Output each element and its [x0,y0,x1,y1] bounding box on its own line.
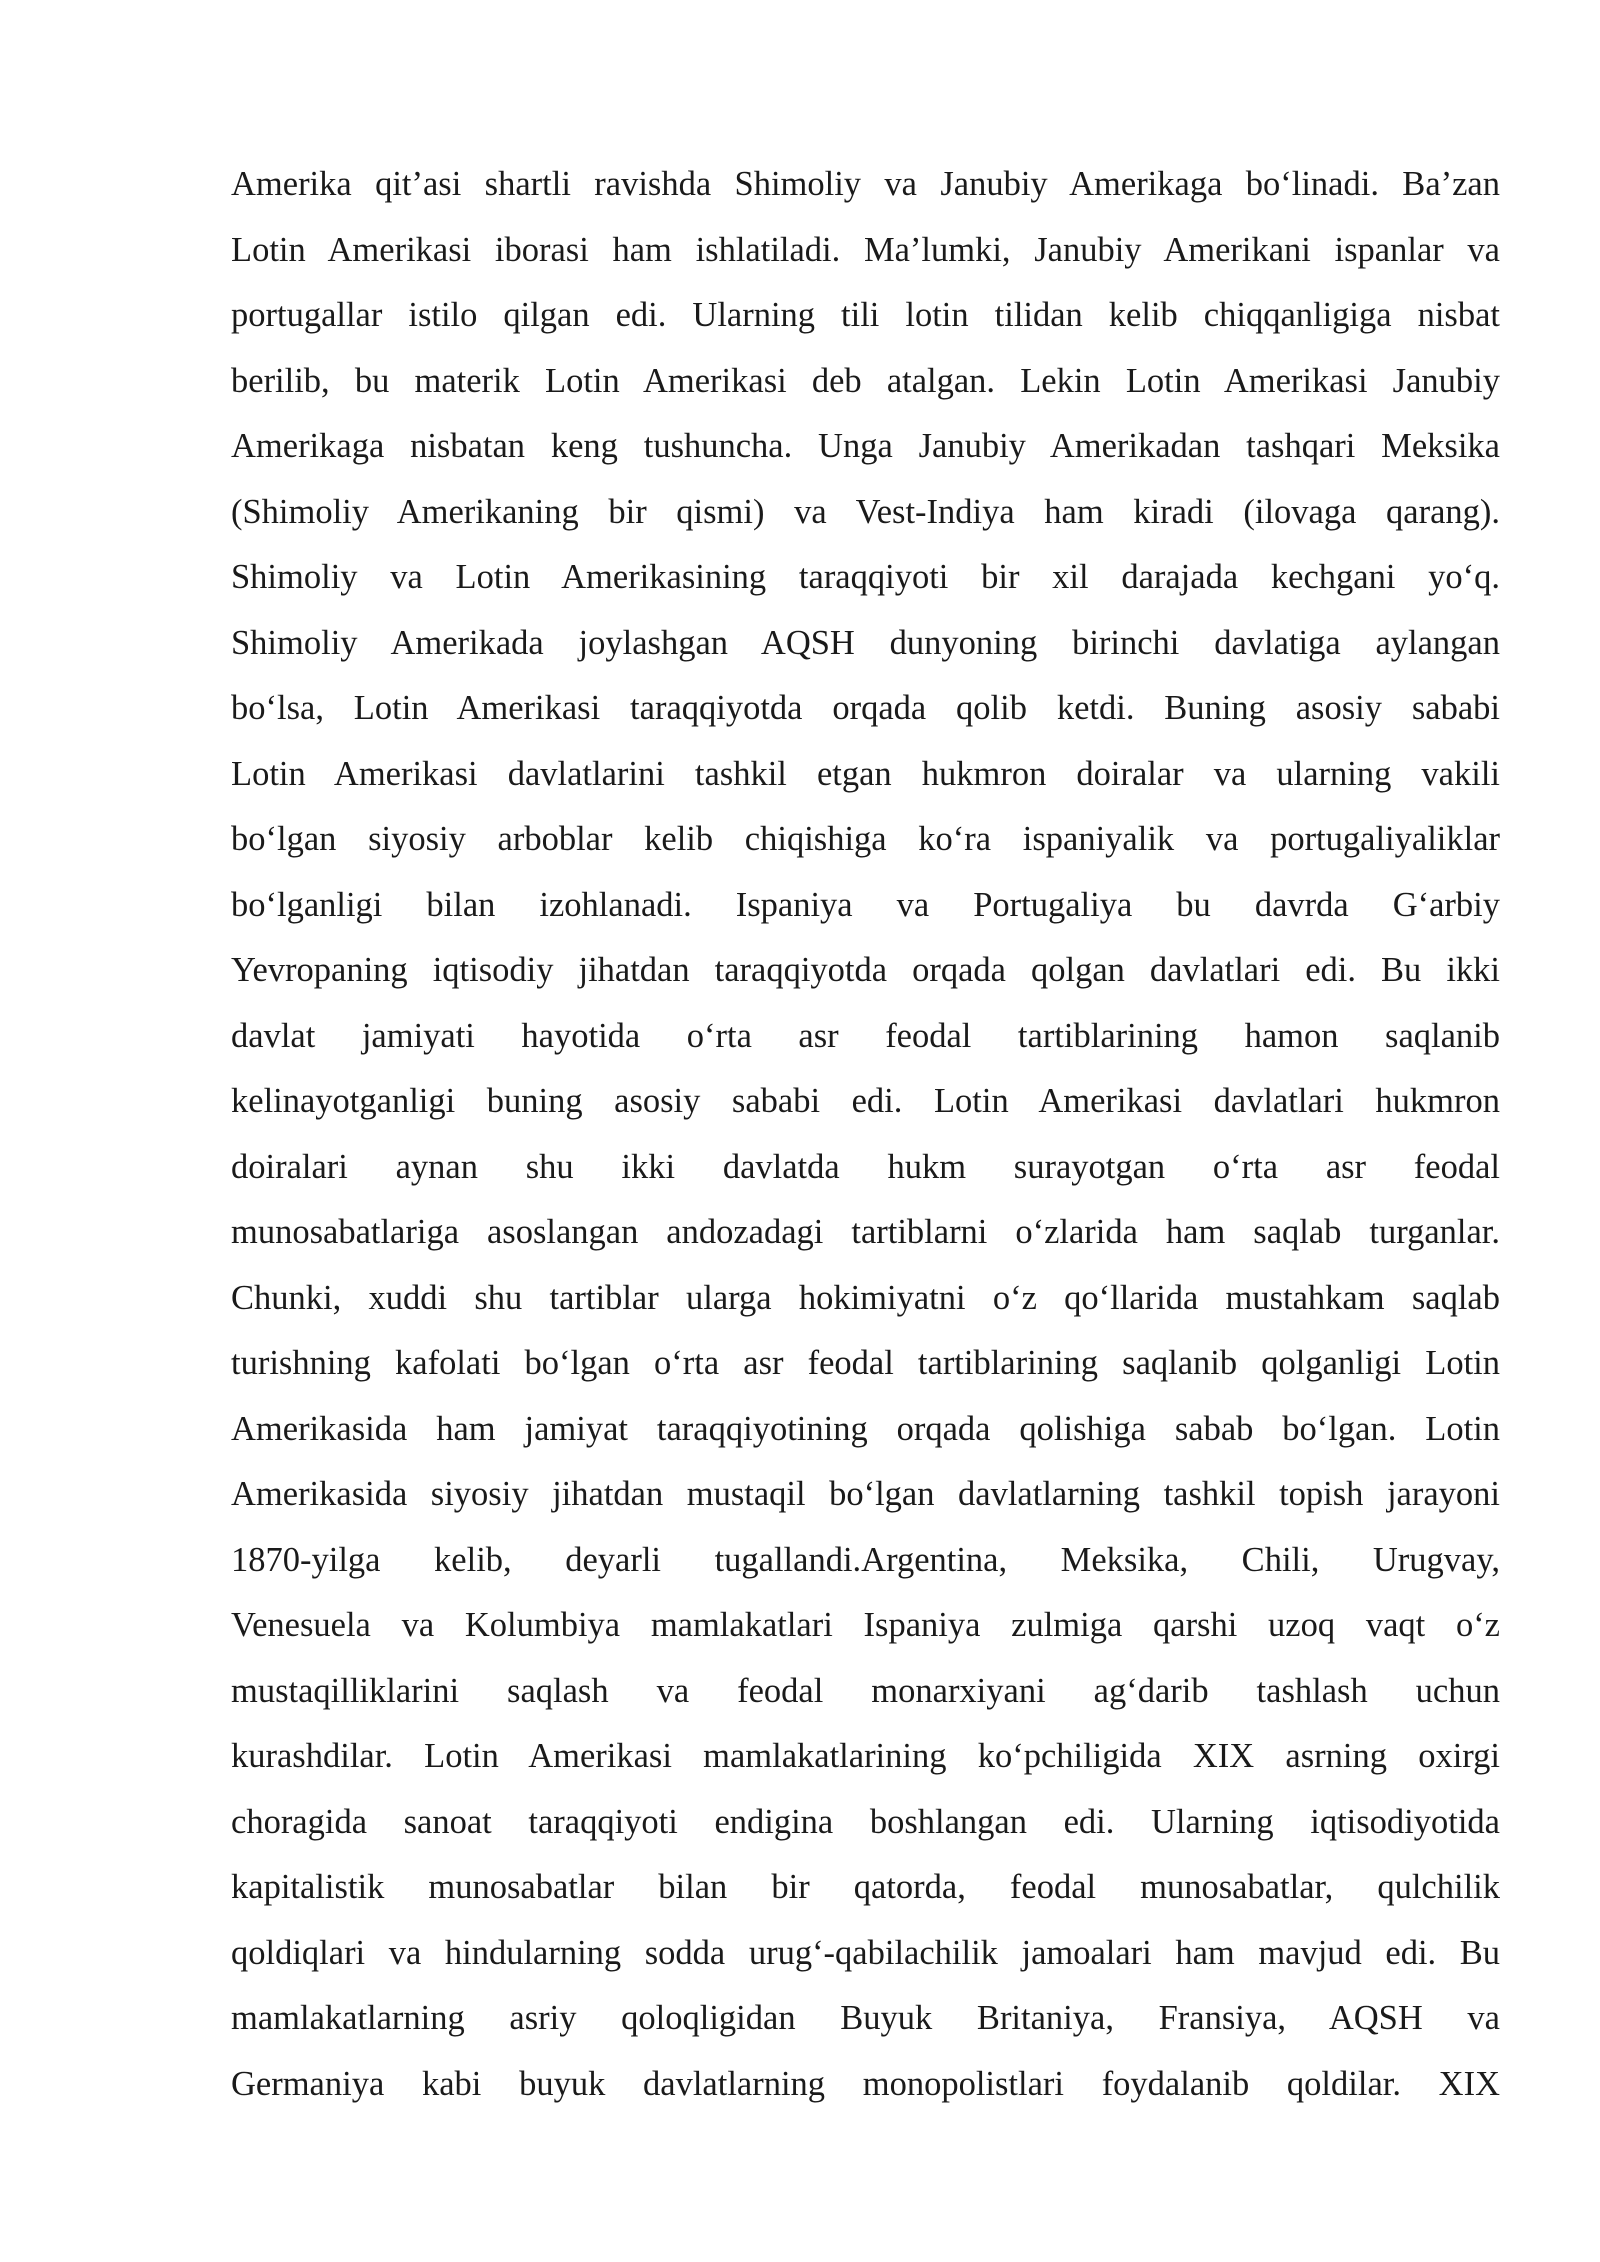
text-line: 1870-yilga kelib, deyarli tugallandi.Argentina, Meksika, Chili, Urugvay, [231,1540,1500,1579]
text-line: mustaqilliklarini saqlash va feodal monarxiyani ag‘darib tashlash uchun [231,1671,1500,1710]
text-line: (Shimoliy Amerikaning bir qismi) va Vest-Indiya ham kiradi (ilovaga qarang). [231,492,1500,531]
text-line: Shimoliy va Lotin Amerikasining taraqqiyoti bir xil darajada kechgani yo‘q. [231,558,1500,596]
text-line: Amerikaga nisbatan keng tushuncha. Unga Janubiy Amerikadan tashqari Meksika [231,427,1500,465]
text-line: Lotin Amerikasi davlatlarini tashkil etgan hukmron doiralar va ularning vakili [231,754,1500,793]
text-line: turishning kafolati bo‘lgan o‘rta asr feodal tartiblarining saqlanib qolganligi Lotin [231,1344,1500,1382]
text-line: bo‘lsa, Lotin Amerikasi taraqqiyotda orqada qolib ketdi. Buning asosiy sababi [231,689,1500,727]
text-line: Germaniya kabi buyuk davlatlarning monopolistlari foydalanib qoldilar. XIX [231,2064,1500,2103]
text-line: mamlakatlarning asriy qoloqligidan Buyuk Britaniya, Fransiya, AQSH va [231,1999,1500,2037]
body-text [231,152,1500,2117]
text-line: Yevropaning iqtisodiy jihatdan taraqqiyotda orqada qolgan davlatlari edi. Bu ikki [231,951,1500,989]
text-line: kelinayotganligi buning asosiy sababi edi. Lotin Amerikasi davlatlari hukmron [231,1082,1500,1120]
text-line: kapitalistik munosabatlar bilan bir qatorda, feodal munosabatlar, qulchilik [231,1868,1500,1906]
text-line: Lotin Amerikasi iborasi ham ishlatiladi. Ma’lumki, Janubiy Amerikani ispanlar va [231,230,1500,269]
text-line: Amerikasida ham jamiyat taraqqiyotining orqada qolishiga sabab bo‘lgan. Lotin [231,1409,1500,1448]
text-line: berilib, bu materik Lotin Amerikasi deb atalgan. Lekin Lotin Amerikasi Janubiy [231,361,1500,400]
text-line: munosabatlariga asoslangan andozadagi tartiblarni o‘zlarida ham saqlab turganlar. [231,1213,1500,1251]
text-line: qoldiqlari va hindularning sodda urug‘-qabilachilik jamoalari ham mavjud edi. Bu [231,1933,1500,1972]
text-line: doiralari aynan shu ikki davlatda hukm surayotgan o‘rta asr feodal [231,1147,1500,1186]
text-line: kurashdilar. Lotin Amerikasi mamlakatlarining ko‘pchiligida XIX asrning oxirgi [231,1737,1500,1775]
text-line: Venesuela va Kolumbiya mamlakatlari Ispaniya zulmiga qarshi uzoq vaqt o‘z [231,1606,1500,1644]
text-line: Amerika qit’asi shartli ravishda Shimoliy va Janubiy Amerikaga bo‘linadi. Ba’zan [231,165,1500,203]
text-line: Chunki, xuddi shu tartiblar ularga hokimiyatni o‘z qo‘llarida mustahkam saqlab [231,1278,1500,1317]
text-line: Shimoliy Amerikada joylashgan AQSH dunyoning birinchi davlatiga aylangan [231,623,1500,662]
text-line: choragida sanoat taraqqiyoti endigina boshlangan edi. Ularning iqtisodiyotida [231,1802,1500,1841]
text-line: bo‘lgan siyosiy arboblar kelib chiqishiga ko‘ra ispaniyalik va portugaliyaliklar [231,820,1500,858]
text-line: Amerikasida siyosiy jihatdan mustaqil bo‘lgan davlatlarning tashkil topish jarayoni [231,1475,1500,1513]
text-line: bo‘lganligi bilan izohlanadi. Ispaniya va Portugaliya bu davrda G‘arbiy [231,885,1500,924]
text-line: portugallar istilo qilgan edi. Ularning tili lotin tilidan kelib chiqqanligiga nisbat [231,296,1500,334]
text-line: davlat jamiyati hayotida o‘rta asr feodal tartiblarining hamon saqlanib [231,1016,1500,1055]
